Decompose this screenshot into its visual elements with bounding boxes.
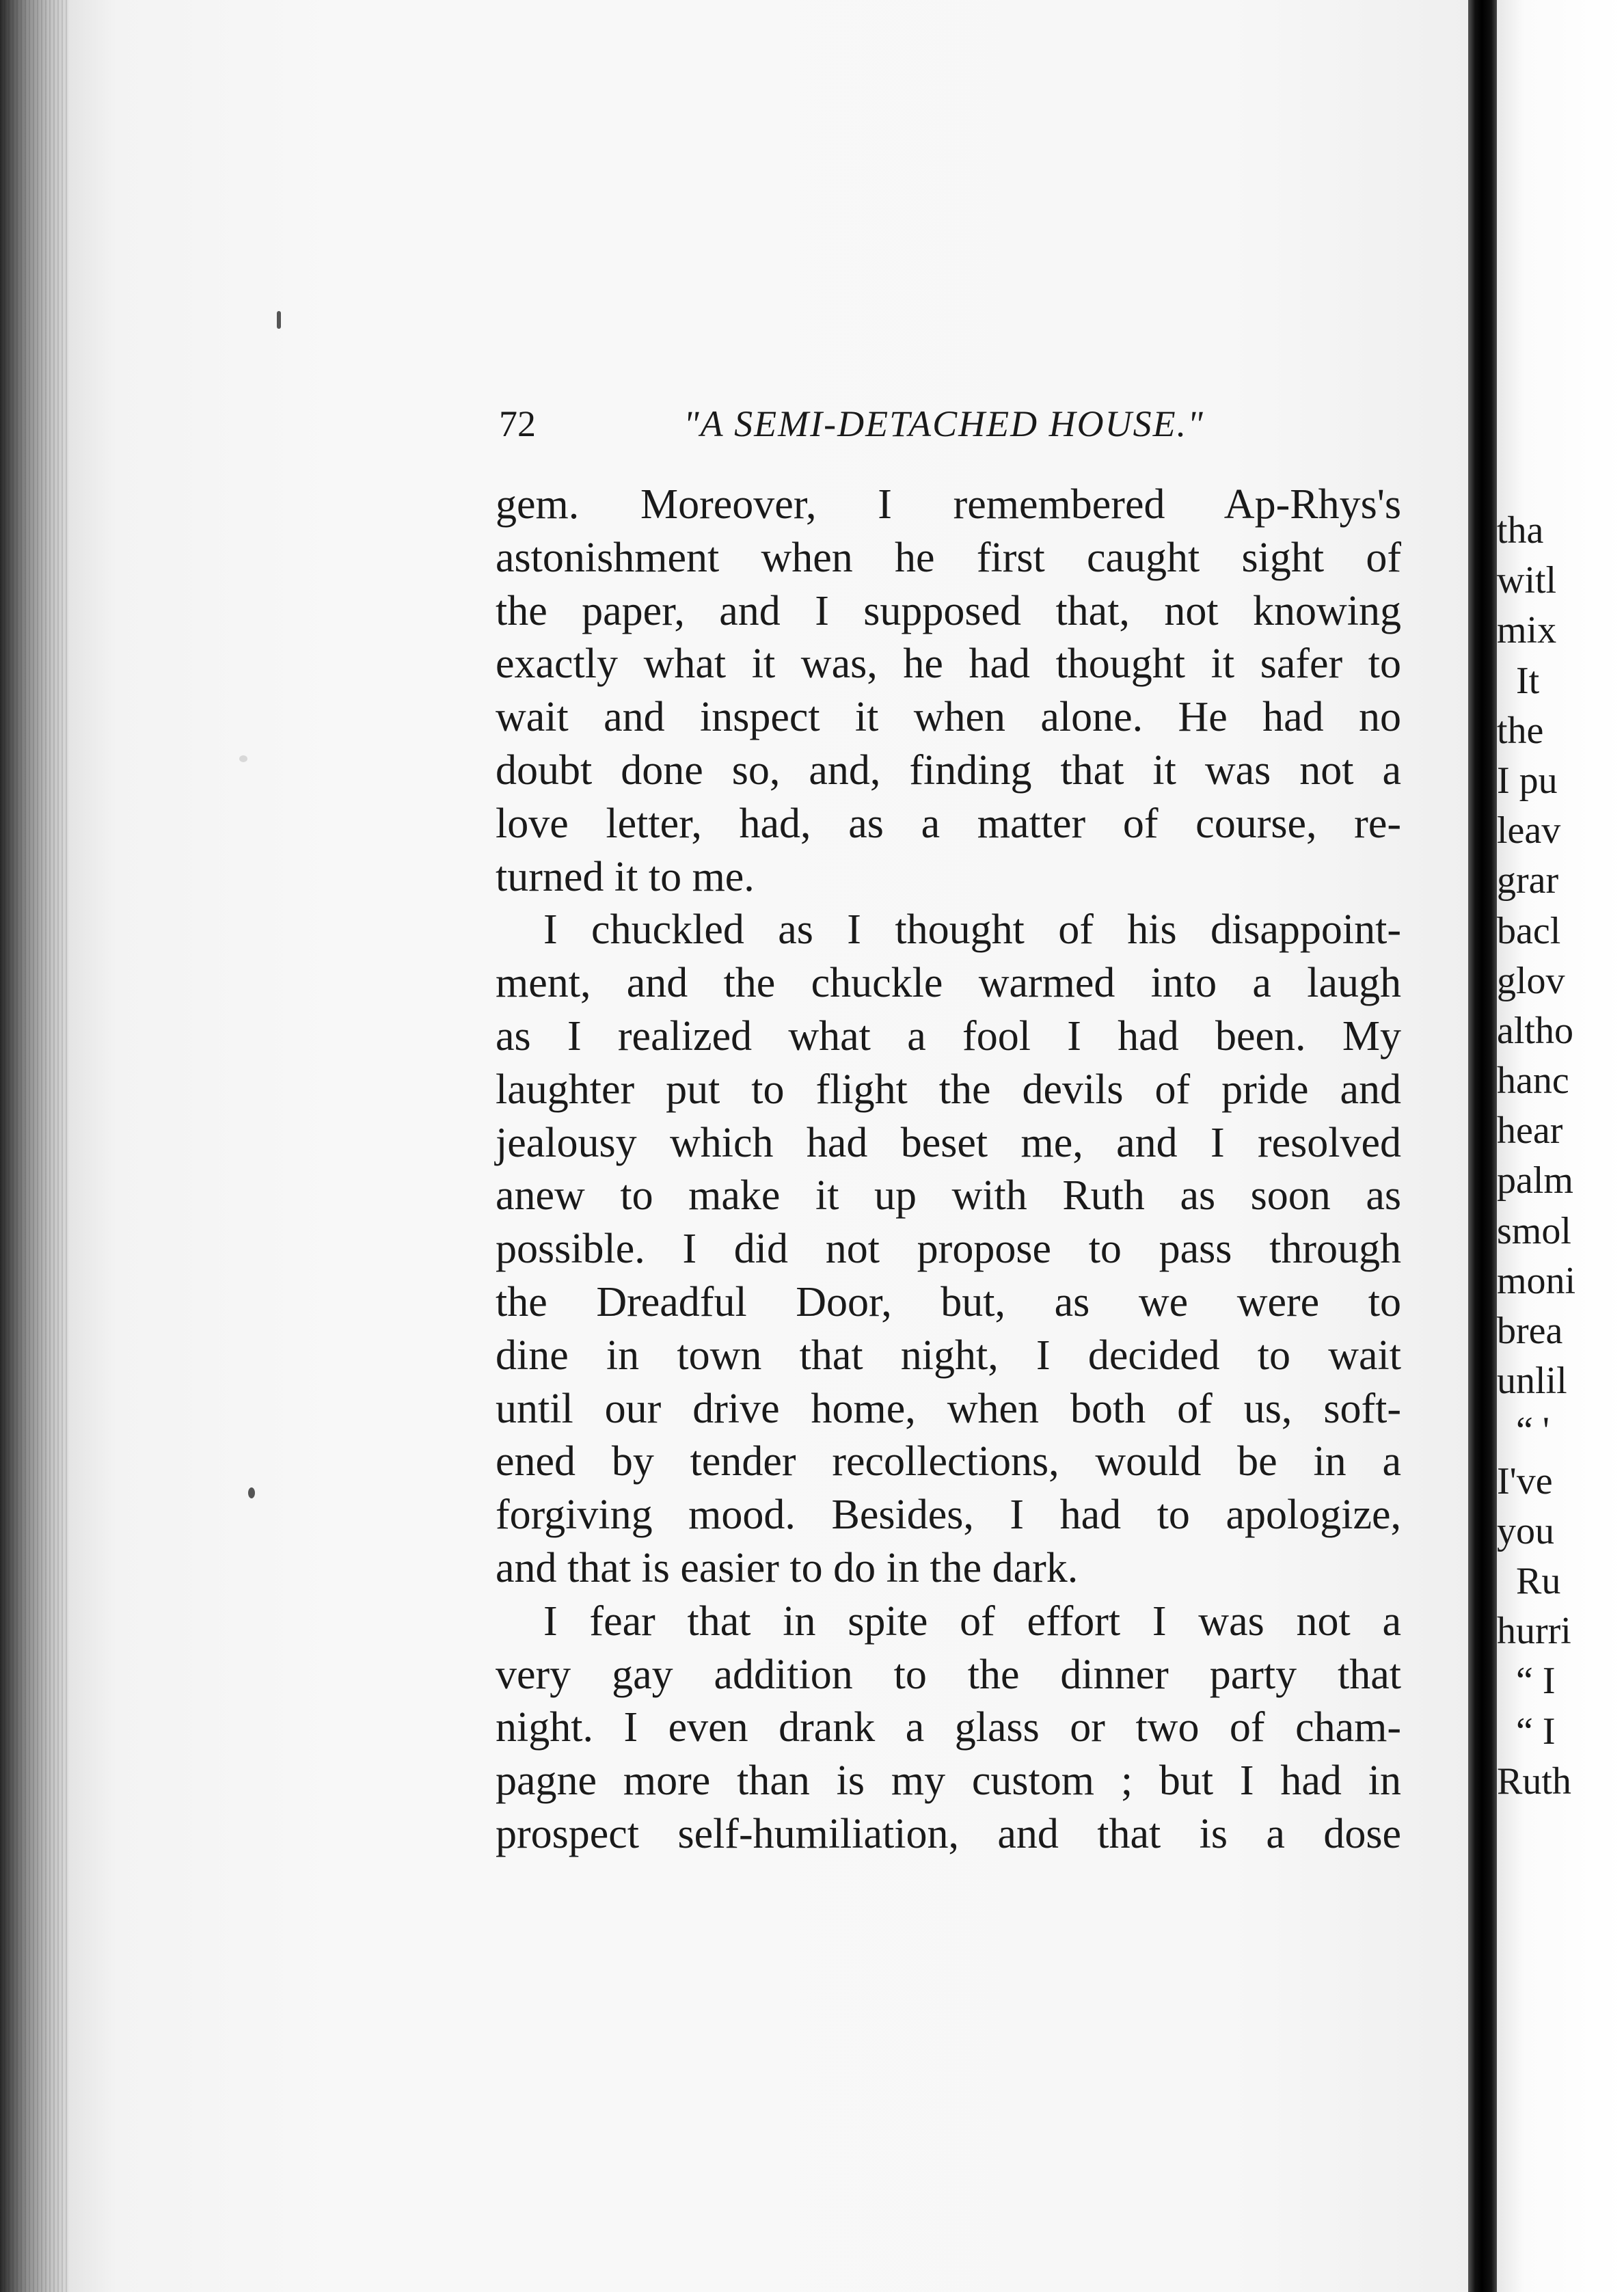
text-line: forgiving mood. Besides, I had to apologize,	[496, 1492, 1401, 1539]
facing-text-line: It	[1516, 659, 1540, 702]
page-stack-edges	[0, 0, 68, 2292]
facing-text-line: glov	[1497, 959, 1565, 1002]
text-line: the Dreadful Door, but, as we were to	[496, 1278, 1401, 1325]
facing-text-line: leav	[1497, 809, 1561, 852]
text-line: wait and inspect it when alone. He had no	[496, 694, 1401, 741]
facing-text-line: I pu	[1497, 759, 1558, 802]
facing-text-line: tha	[1497, 509, 1544, 552]
text-line: ened by tender recollections, would be in a	[496, 1438, 1401, 1485]
facing-text-line: Ru	[1516, 1559, 1561, 1602]
text-line: as I realized what a fool I had been. My	[496, 1012, 1401, 1060]
facing-text-line: “ I	[1516, 1660, 1556, 1703]
page-number: 72	[499, 403, 536, 444]
facing-text-line: “ '	[1516, 1410, 1549, 1453]
text-line: laughter put to flight the devils of pride and	[496, 1066, 1401, 1113]
body-text	[496, 478, 1401, 1861]
text-line: night. I even drank a glass or two of cham-	[496, 1704, 1401, 1751]
facing-text-line: I've	[1497, 1459, 1553, 1502]
facing-text-line: grar	[1497, 859, 1559, 902]
facing-text-line: moni	[1497, 1259, 1576, 1302]
text-line: doubt done so, and, finding that it was not a	[496, 746, 1401, 794]
facing-text-line: hear	[1497, 1109, 1563, 1152]
facing-page-text	[1497, 506, 1624, 1807]
text-line: very gay addition to the dinner party that	[496, 1651, 1401, 1698]
text-line: I fear that in spite of effort I was not a	[543, 1597, 1401, 1645]
text-line: the paper, and I supposed that, not knowing	[496, 587, 1401, 634]
ink-speck	[277, 311, 281, 329]
text-line: ment, and the chuckle warmed into a laugh	[496, 960, 1401, 1007]
text-line: anew to make it up with Ruth as soon as	[496, 1172, 1401, 1219]
facing-text-line: palm	[1497, 1159, 1573, 1202]
page-gutter-shadow	[1468, 0, 1497, 2292]
facing-text-line: witl	[1497, 559, 1557, 602]
text-line: possible. I did not propose to pass through	[496, 1226, 1401, 1273]
facing-text-line: brea	[1497, 1310, 1563, 1352]
text-line: love letter, had, as a matter of course, re-	[496, 800, 1401, 847]
text-line: astonishment when he first caught sight of	[496, 534, 1401, 581]
facing-text-line: Ruth	[1497, 1760, 1571, 1803]
facing-text-line: altho	[1497, 1009, 1573, 1052]
facing-text-line: unlil	[1497, 1360, 1567, 1403]
text-line: prospect self-humiliation, and that is a dose	[496, 1810, 1401, 1857]
text-line: gem. Moreover, I remembered Ap-Rhys's	[496, 481, 1401, 528]
facing-text-line: smol	[1497, 1209, 1571, 1252]
text-line: exactly what it was, he had thought it safer to	[496, 641, 1401, 688]
facing-text-line: hurri	[1497, 1610, 1571, 1653]
facing-text-line: bacl	[1497, 909, 1561, 952]
text-line: I chuckled as I thought of his disappoint-	[543, 906, 1401, 954]
text-line: dine in town that night, I decided to wait	[496, 1332, 1401, 1379]
text-line: turned it to me.	[496, 853, 755, 900]
facing-text-line: “ I	[1516, 1710, 1556, 1753]
facing-page	[1497, 0, 1624, 2292]
facing-text-line: mix	[1497, 609, 1557, 652]
text-line: jealousy which had beset me, and I resolved	[496, 1119, 1401, 1166]
text-line: until our drive home, when both of us, soft-	[496, 1385, 1401, 1432]
facing-text-line: hanc	[1497, 1060, 1569, 1103]
ink-speck	[248, 1487, 255, 1498]
ink-speck	[239, 755, 247, 762]
text-line: and that is easier to do in the dark.	[496, 1544, 1079, 1591]
text-line: pagne more than is my custom ; but I had in	[496, 1757, 1401, 1805]
facing-text-line: you	[1497, 1509, 1554, 1552]
running-title: "A SEMI-DETACHED HOUSE."	[684, 403, 1204, 444]
facing-text-line: the	[1497, 709, 1544, 752]
